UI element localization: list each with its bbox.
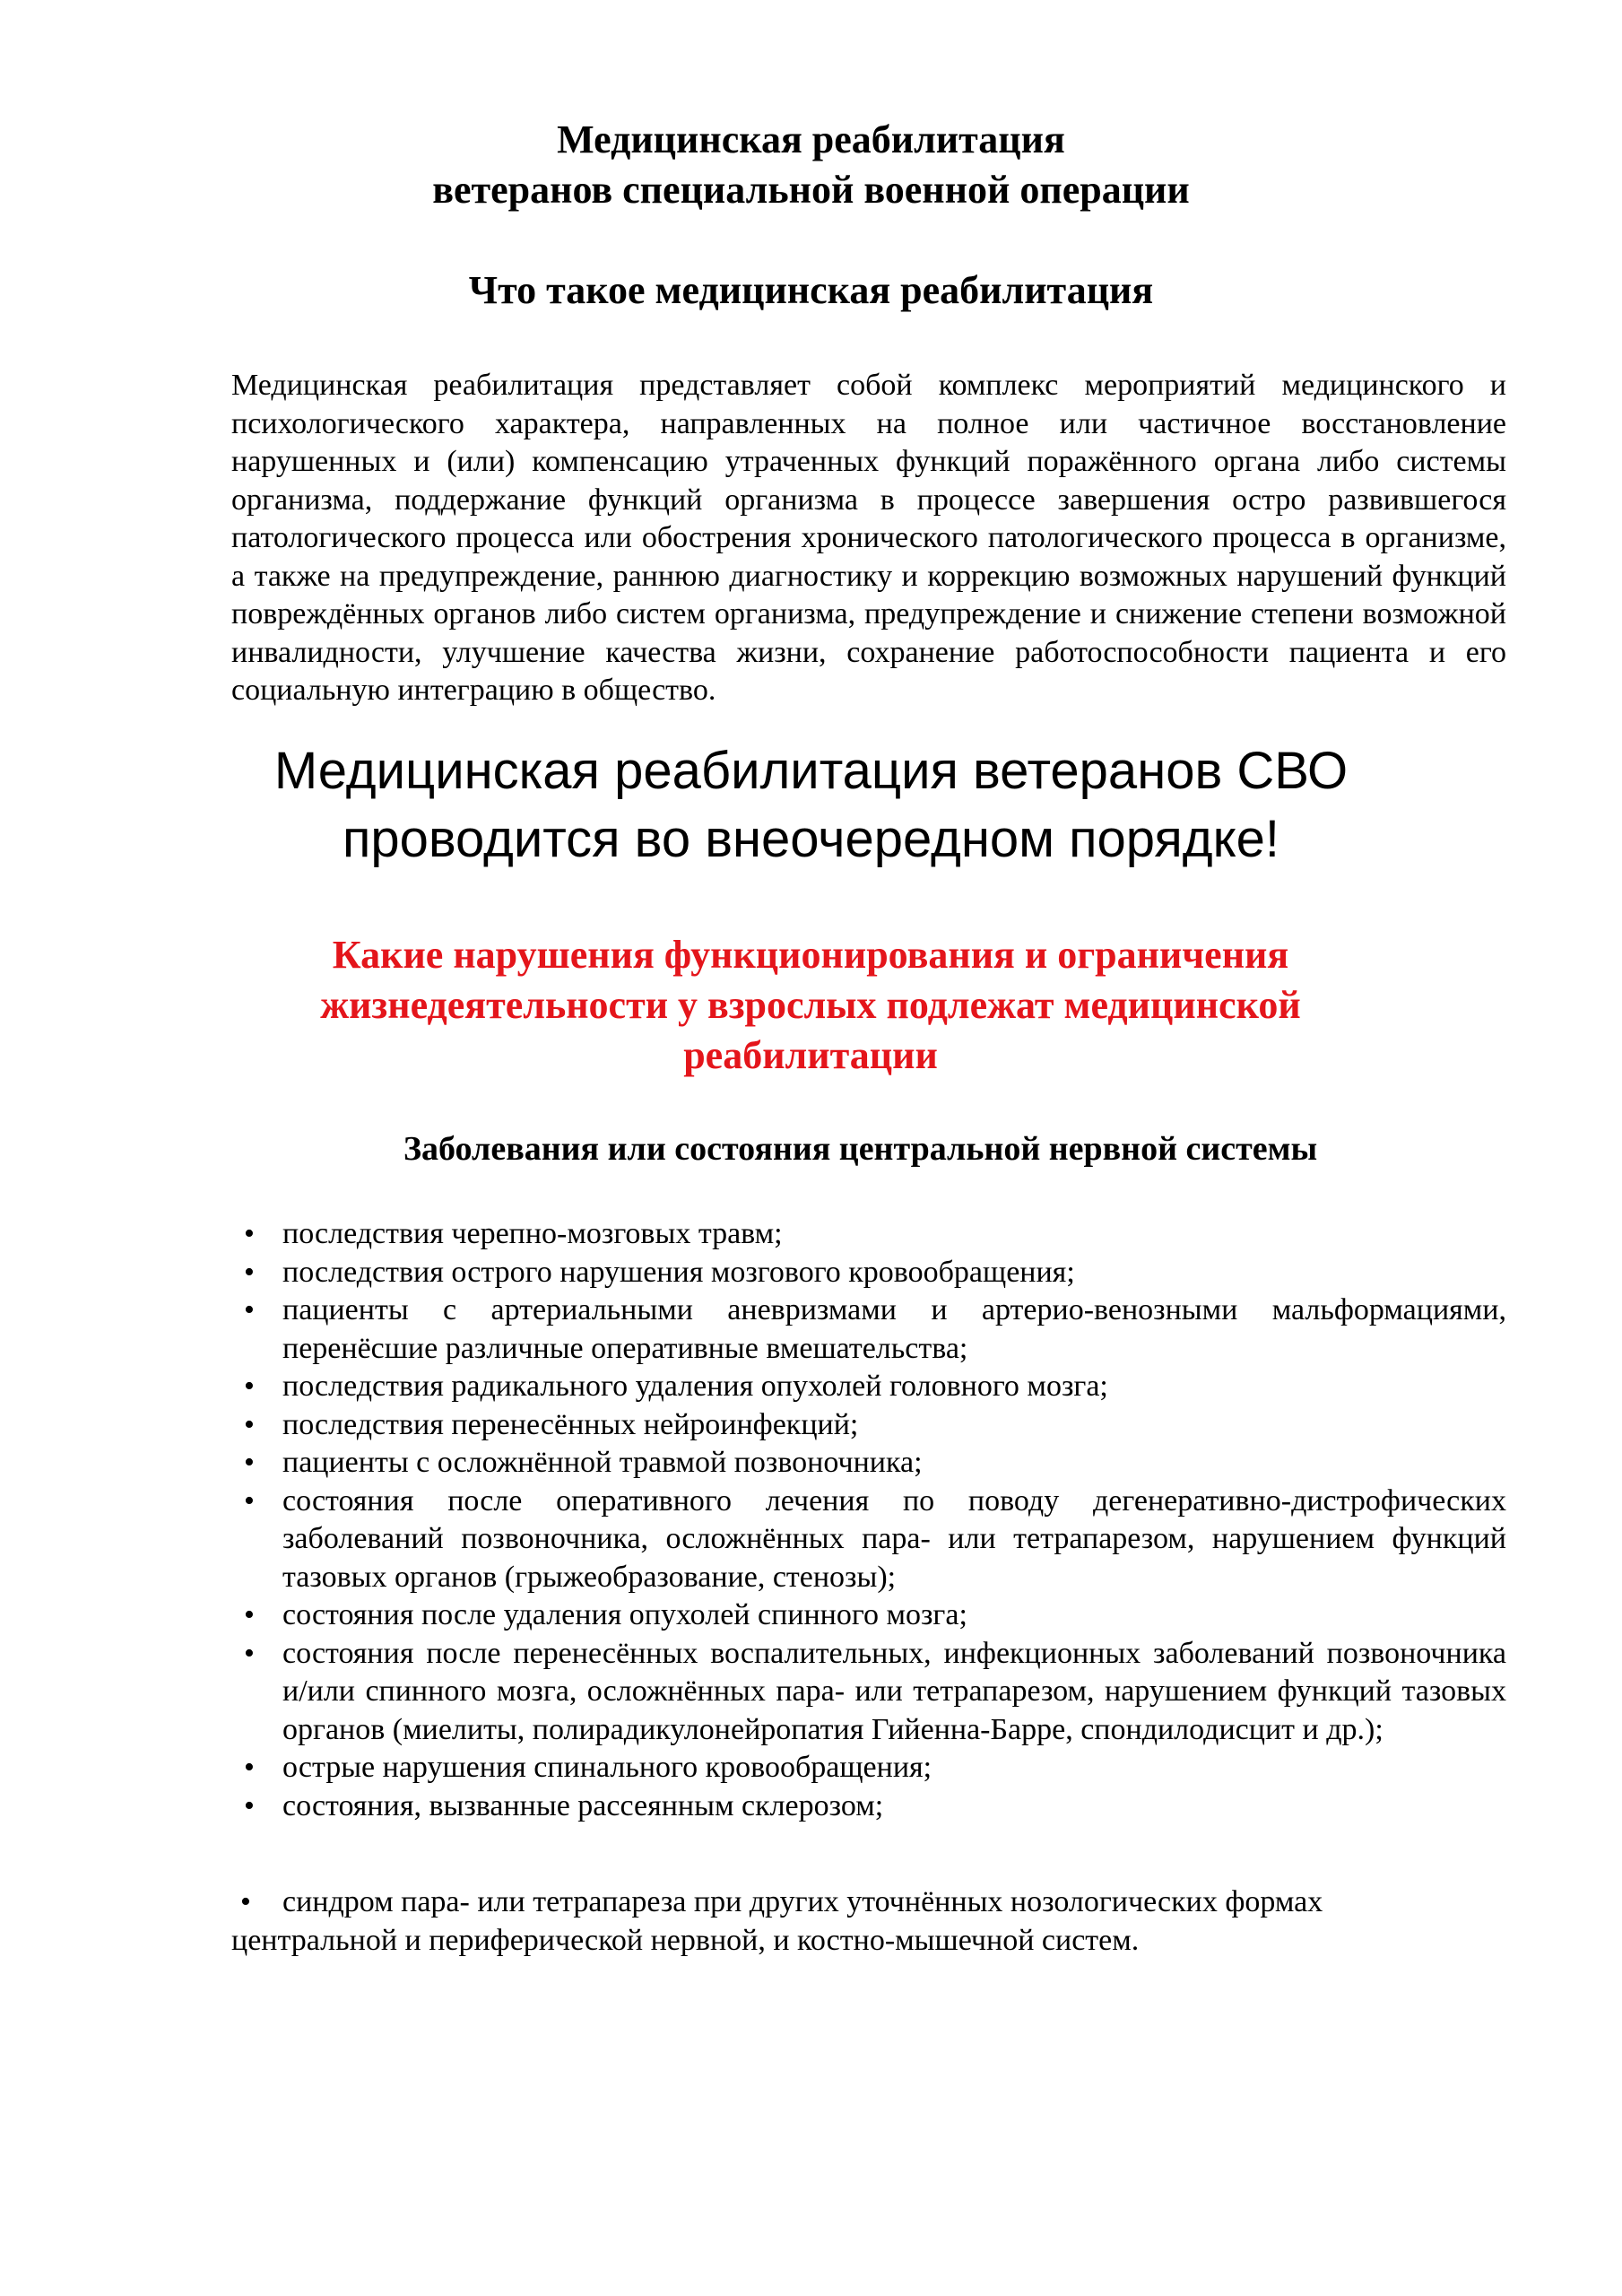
- priority-banner: [0, 737, 1622, 874]
- bullet-icon: •: [244, 1598, 255, 1631]
- bullet-icon: •: [244, 1407, 255, 1441]
- list-item: • состояния после удаления опухолей спинного мозга;: [231, 1596, 1506, 1635]
- section-title-what-is-rehab: Что такое медицинская реабилитация: [468, 268, 1154, 312]
- bullet-icon: •: [244, 1788, 255, 1822]
- bullet-icon: •: [244, 1636, 255, 1670]
- bullet-icon: •: [244, 1293, 255, 1326]
- list-item: • пациенты с артериальными аневризмами и артерио-венозными мальформациями, перенёсшие различные оперативные вмешательства;: [231, 1292, 1506, 1368]
- bullet-icon: •: [240, 1885, 251, 1918]
- priority-banner-line-2: проводится во внеочередном порядке!: [342, 810, 1280, 868]
- section-heading-cns: Заболевания или состояния центральной нервной системы: [403, 1130, 1318, 1168]
- bullet-icon: •: [244, 1446, 255, 1479]
- bullet-icon: •: [244, 1217, 255, 1250]
- list-item: • острые нарушения спинального кровообращения;: [231, 1749, 1506, 1787]
- bullet-icon: •: [244, 1255, 255, 1289]
- conditions-list: [231, 1215, 1506, 1825]
- list-item: • пациенты с осложнённой травмой позвоночника;: [231, 1444, 1506, 1483]
- document-title-line-2: ветеранов специальной военной операции: [432, 168, 1190, 212]
- list-item: • последствия черепно-мозговых травм;: [231, 1215, 1506, 1254]
- list-item-last-line-2: центральной и периферической нервной, и костно-мышечной систем.: [231, 1923, 1140, 1957]
- list-item: • последствия перенесённых нейроинфекций;: [231, 1406, 1506, 1445]
- bullet-icon: •: [244, 1483, 255, 1518]
- bullet-icon: •: [244, 1370, 255, 1403]
- bullet-icon: •: [244, 1751, 255, 1784]
- list-item: • состояния после перенесённых воспалительных, инфекционных заболеваний позвоночника и/или спинного мозга, осложнённых пара- или тетрапарезом, нарушением функций тазовых органов (миелиты, полирадикулонейропатия Гийенна-Барре, спондилодисцит и др.);: [231, 1635, 1506, 1750]
- list-item: • состояния, вызванные рассеянным склерозом;: [231, 1787, 1506, 1826]
- list-item: • последствия острого нарушения мозгового кровообращения;: [231, 1254, 1506, 1292]
- list-item-last-line-1: • синдром пара- или тетрапареза при других уточнённых нозологических формах: [231, 1883, 1506, 1922]
- intro-paragraph: Медицинская реабилитация представляет собой комплекс мероприятий медицинского и психологического характера, направленных на полное или частичное восстановление нарушенных и (или) компенсацию утраченных функций поражённого органа либо системы организма, поддержание функций организма в процессе завершения остро развившегося патологического процесса или обострения хронического патологического процесса в организме, а также на предупреждение, раннюю диагностику и коррекцию возможных нарушений функций повреждённых органов либо систем организма, предупреждение и снижение степени возможной инвалидности, улучшение качества жизни, сохранение работоспособности пациента и его социальную интеграцию в общество.: [231, 369, 1506, 707]
- list-item: • состояния после оперативного лечения по поводу дегенеративно-дистрофических заболеваний позвоночника, осложнённых пара- или тетрапарезом, нарушением функций тазовых органов (грыжеобразование, стенозы);: [231, 1483, 1506, 1597]
- list-item: • последствия радикального удаления опухолей головного мозга;: [231, 1368, 1506, 1406]
- list-item-last: [231, 1883, 1506, 1960]
- priority-banner-line-1: Медицинская реабилитация ветеранов СВО: [273, 742, 1349, 800]
- document-title-line-1: Медицинская реабилитация: [557, 117, 1065, 161]
- red-heading-conditions: Какие нарушения функционирования и ограничения жизнедеятельности у взрослых подлежат медицинской реабилитации: [320, 933, 1301, 1077]
